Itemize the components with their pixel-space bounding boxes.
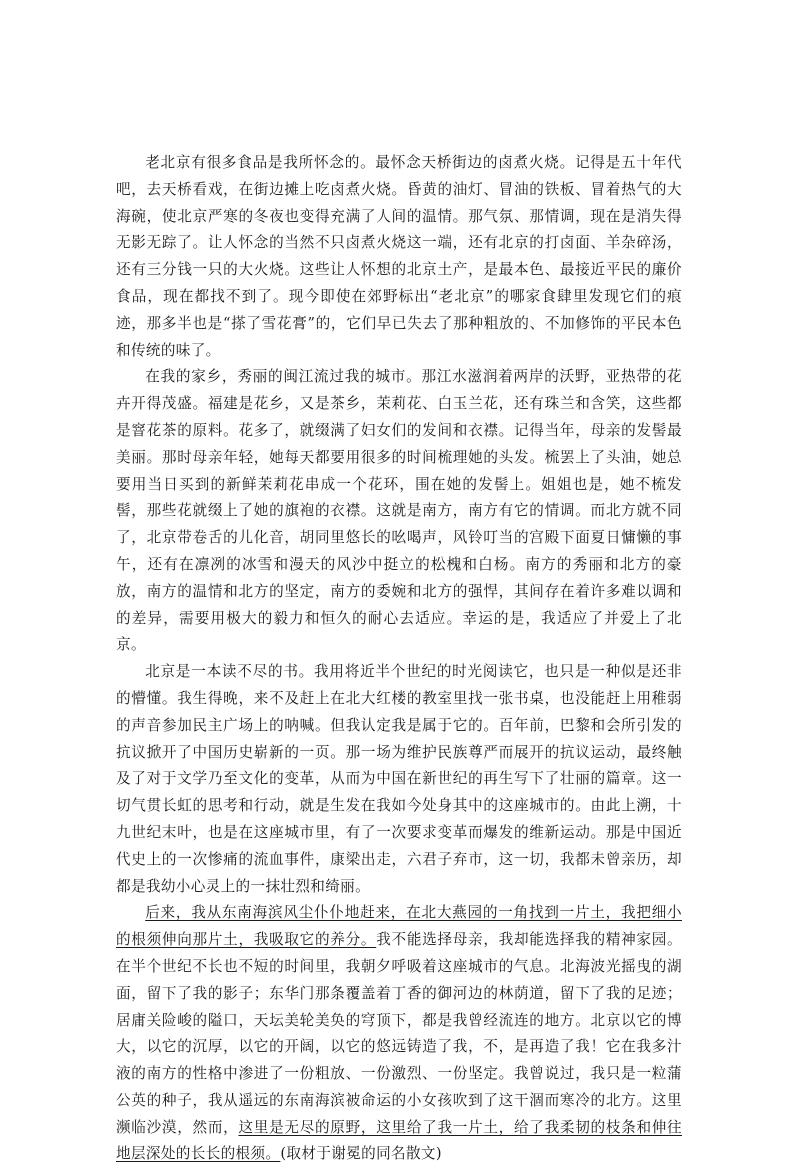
essay-text	[116, 150, 682, 1168]
paragraph-4-body: 我不能选择母亲，我却能选择我的精神家园。在半个世纪不长也不短的时间里，我朝夕呼吸着这座城市的气息。北海波光摇曳的湖面，留下了我的影子；东华门那条覆盖着丁香的御河边的林荫道，留下了我的足迹；居庸关险峻的隘口，天坛美轮美奂的穹顶下，都是我曾经流连的地方。北京以它的博大，以它的沉厚，以它的开阔，以它的悠远铸造了我，不，是再造了我！它在我多汁液的南方的性格中渗进了一份粗放、一份激烈、一份坚定。我曾说过，我只是一粒蒲公英的种子，我从遥远的东南海滨被命运的小女孩吹到了这干涸而寒冷的北方。这里濒临沙漠，然而，	[116, 931, 682, 1136]
paragraph-3	[116, 659, 682, 900]
underlined-sentence-1: 后来，我从东南海滨风尘仆仆地赶来，在北大燕园的一角找到一片土，我把细小的根须伸向那片土，我吸取它的养分。	[116, 904, 682, 949]
paragraph-2-text: 在我的家乡，秀丽的闽江流过我的城市。那江水滋润着两岸的沃野，亚热带的花卉开得茂盛。福建是花乡，又是茶乡，茉莉花、白玉兰花，还有珠兰和含笑，这些都是窨花茶的原料。花多了，就缀满了妇女们的发间和衣襟。记得当年，母亲的发髻最美丽。那时母亲年轻，她每天都要用很多的时间梳理她的头发。梳罢上了头油，她总要用当日买到的新鲜茉莉花串成一个花环，围在她的发髻上。姐姐也是，她不梳发髻，那些花就缀上了她的旗袍的衣襟。这就是南方，南方有它的情调。而北方就不同了，北京带卷舌的儿化音，胡同里悠长的吆喝声，风铃叮当的宫殿下面夏日慵懒的事午，还有在凛冽的冰雪和漫天的风沙中挺立的松槐和白杨。南方的秀丽和北方的豪放，南方的温情和北方的坚定，南方的委婉和北方的强悍，其间存在着许多难以调和的差异，需要用极大的毅力和恒久的耐心去适应。幸运的是，我适应了并爱上了北京。	[116, 368, 682, 654]
source-attribution: (取材于谢冕的同名散文)	[280, 1145, 442, 1163]
paragraph-2	[116, 364, 682, 659]
paragraph-1	[116, 150, 682, 364]
underlined-sentence-2: 这里是无尽的原野，这里给了我一片土，给了我柔韧的枝条和伸往地层深处的长长的根须。	[116, 1118, 682, 1163]
paragraph-3-text: 北京是一本读不尽的书。我用将近半个世纪的时光阅读它，也只是一种似是还非的懵懂。我生得晚，来不及赶上在北大红楼的教室里找一张书桌，也没能赶上用稚弱的声音参加民主广场上的呐喊。但我认定我是属于它的。百年前，巴黎和会所引发的抗议掀开了中国历史崭新的一页。那一场为维护民族尊严而展开的抗议运动，最终触及了对于文学乃至文化的变革，从而为中国在新世纪的再生写下了壮丽的篇章。这一切气贯长虹的思考和行动，就是生发在我如今处身其中的这座城市的。由此上溯，十九世纪末叶，也是在这座城市里，有了一次要求变革而爆发的维新运动。那是中国近代史上的一次惨痛的流血事件，康梁出走，六君子弃市，这一切，我都未曾亲历，却都是我幼小心灵上的一抹壮烈和绮丽。	[116, 663, 682, 895]
paragraph-4	[116, 900, 682, 1168]
paragraph-1-text: 老北京有很多食品是我所怀念的。最怀念天桥街边的卤煮火烧。记得是五十年代吧，去天桥看戏，在街边摊上吃卤煮火烧。昏黄的油灯、冒油的铁板、冒着热气的大海碗，使北京严寒的冬夜也变得充满了人间的温情。那气氛、那情调，现在是消失得无影无踪了。让人怀念的当然不只卤煮火烧这一端，还有北京的打卤面、羊杂碎汤，还有三分钱一只的大火烧。这些让人怀想的北京土产，是最本色、最接近平民的廉价食品，现在都找不到了。现今即使在郊野标出“老北京”的哪家食肆里发现它们的痕迹，那多半也是“搽了雪花膏”的，它们早已失去了那种粗放的、不加修饰的平民本色和传统的味了。	[116, 154, 682, 359]
